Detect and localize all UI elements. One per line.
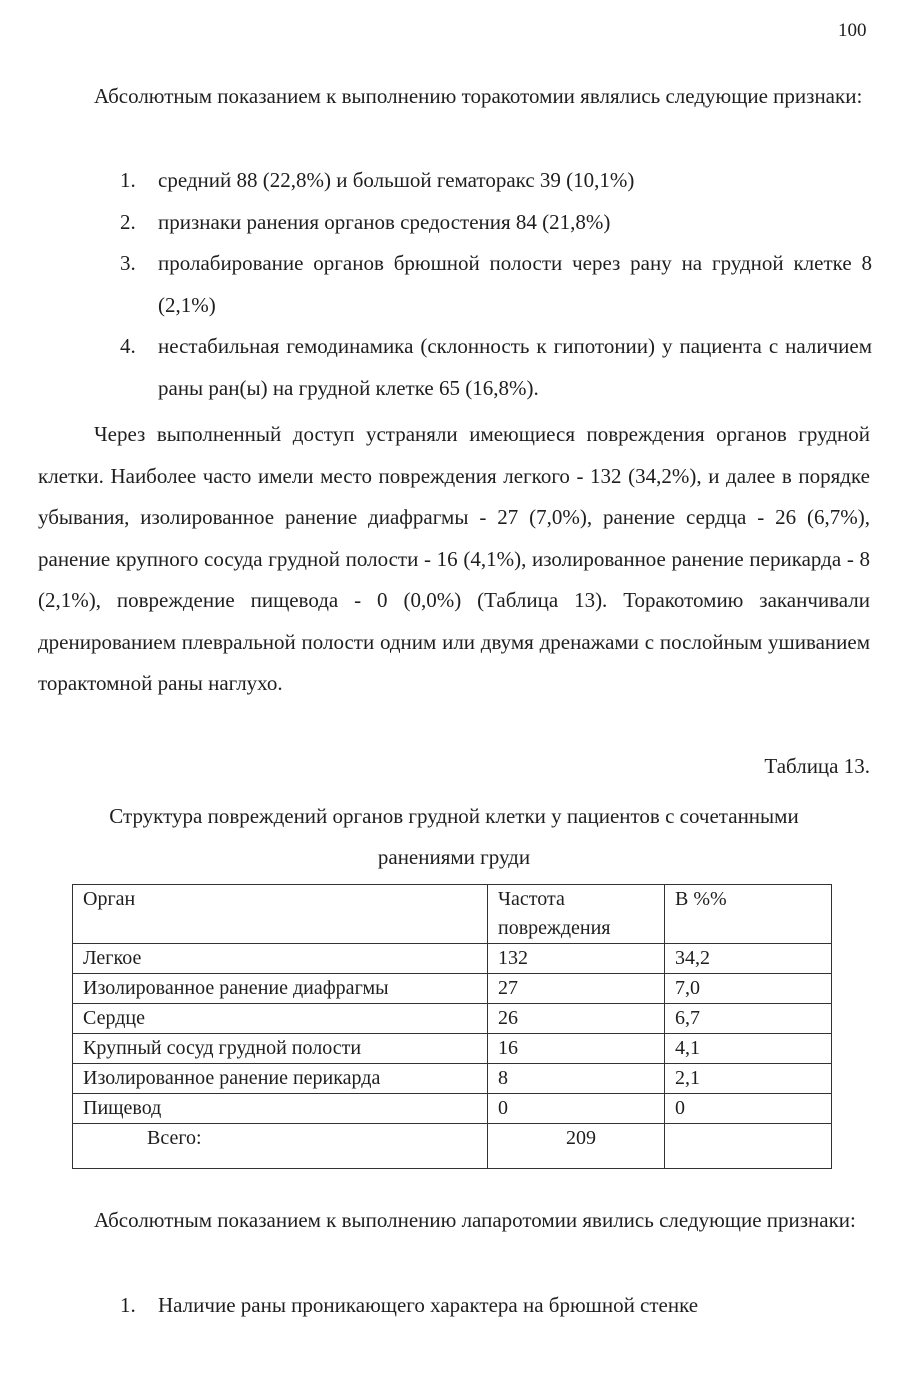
list-item-text: средний 88 (22,8%) и большой гематоракс 39 (10,1%) [158,168,635,192]
table-cell-organ: Пищевод [73,1094,488,1124]
table-cell-organ: Крупный сосуд грудной полости [73,1034,488,1064]
list-item-number: 3. [120,251,136,275]
list-item-number: 4. [120,334,136,358]
table-cell-frequency: 16 [488,1034,665,1064]
table-cell-frequency: 132 [488,944,665,974]
column-header-percent: В %% [665,885,832,944]
table-total-empty [665,1124,832,1169]
column-header-frequency: Частота повреждения [488,885,665,944]
list-item-number: 2. [120,209,136,234]
table-row [73,1064,832,1094]
table-row [73,1094,832,1124]
table-cell-percent: 6,7 [665,1004,832,1034]
column-header-organ: Орган [73,885,488,944]
table-total-label: Всего: [73,1124,488,1169]
list-item [120,202,872,244]
table-row [73,1004,832,1034]
table-cell-organ: Легкое [73,944,488,974]
list-item-text: Наличие раны проникающего характера на брюшной стенке [158,1293,699,1317]
list-item-text: признаки ранения органов средостения 84 (21,8%) [158,209,611,234]
paragraph-thoracotomy-indications: Абсолютным показанием к выполнению торакотомии являлись следующие признаки: [94,84,863,108]
paragraph-injuries: Через выполненный доступ устраняли имеющиеся повреждения органов грудной клетки. Наиболее часто имели место повреждения легкого - 132 (34,2%), и далее в порядке убывания, изолированное ранение диафрагмы - 27 (7,0%), ранение сердца - 26 (6,7%), ранение крупного сосуда грудной полости - 16 (4,1%), изолированное ранение перикарда - 8 (2,1%), повреждение пищевода - 0 (0,0%) (Таблица 13). Торакотомию заканчивали дренированием плевральной полости одним или двумя дренажами с послойным ушиванием торактомной раны наглухо. [38,422,870,695]
table-cell-organ: Сердце [73,1004,488,1034]
list-item-number: 1. [120,1293,136,1317]
table-row [73,944,832,974]
table-title-line2: ранениями груди [377,845,531,869]
table-row [73,974,832,1004]
table-cell-frequency: 26 [488,1004,665,1034]
table-cell-percent: 7,0 [665,974,832,1004]
table-cell-frequency: 0 [488,1094,665,1124]
list-item [120,243,872,326]
table-cell-percent: 2,1 [665,1064,832,1094]
list-item-number: 1. [120,168,136,192]
table-cell-organ: Изолированное ранение диафрагмы [73,974,488,1004]
paragraph-laparotomy-indications: Абсолютным показанием к выполнению лапаротомии явились следующие признаки: [94,1208,856,1232]
table-row [73,1034,832,1064]
list-item-text: нестабильная гемодинамика (склонность к гипотонии) у пациента с наличием раны ран(ы) на грудной клетке 65 (16,8%). [158,334,872,400]
injury-structure-table [72,884,832,1169]
thoracotomy-criteria-list [120,160,872,409]
table-cell-percent: 0 [665,1094,832,1124]
table-header-row [73,885,832,944]
table-cell-percent: 4,1 [665,1034,832,1064]
table-title: Структура повреждений органов грудной клетки у пациентов с сочетанными [109,804,799,828]
list-item-text: пролабирование органов брюшной полости через рану на грудной клетке 8 (2,1%) [158,251,872,317]
list-item [120,160,872,202]
laparotomy-criteria-list [120,1285,872,1327]
table-cell-percent: 34,2 [665,944,832,974]
table-cell-frequency: 8 [488,1064,665,1094]
table-label: Таблица 13. [764,754,870,778]
list-item [120,1285,872,1327]
list-item [120,326,872,409]
page-number: 100 [838,20,867,41]
table-cell-organ: Изолированное ранение перикарда [73,1064,488,1094]
table-total-row [73,1124,832,1169]
table-total-value: 209 [488,1124,665,1169]
table-cell-frequency: 27 [488,974,665,1004]
